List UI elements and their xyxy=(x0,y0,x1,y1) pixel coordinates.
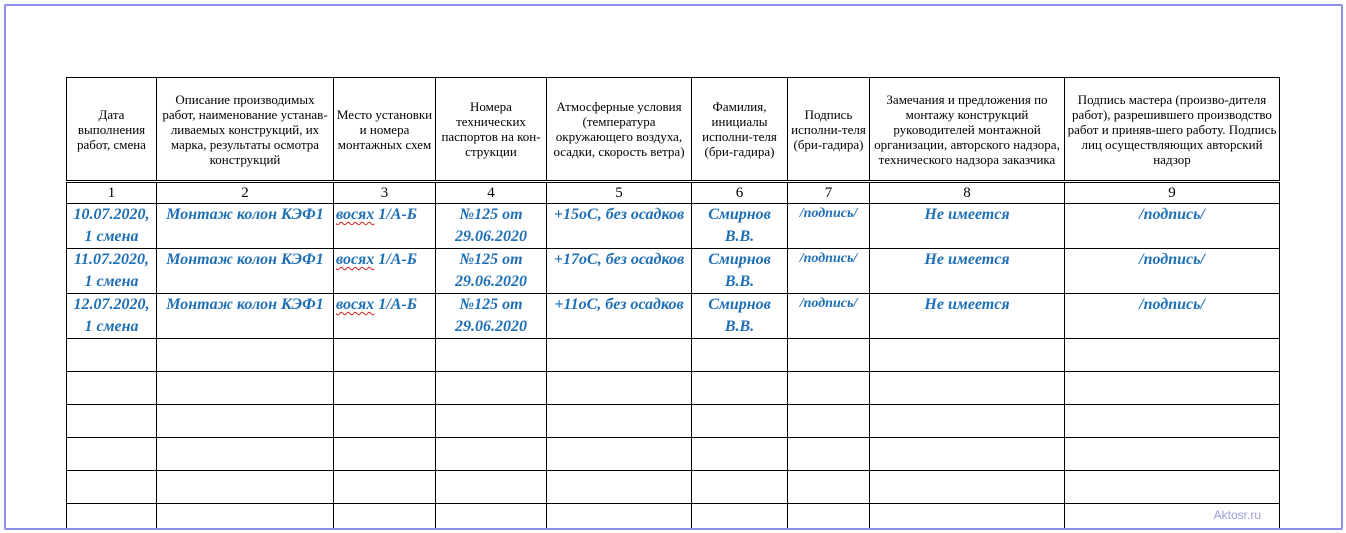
empty-row xyxy=(67,372,1280,405)
cell-place xyxy=(334,294,436,339)
spellcheck-word: восях xyxy=(336,206,375,223)
cell-remarks: Не имеется xyxy=(870,249,1065,294)
column-number: 8 xyxy=(870,182,1065,204)
cell-weather: +17оС, без осадков xyxy=(547,249,692,294)
empty-row xyxy=(67,504,1280,531)
cell-description: Монтаж колон КЭФ1 xyxy=(157,204,334,249)
empty-row xyxy=(67,405,1280,438)
header-row xyxy=(67,78,1280,182)
cell-master-signature: /подпись/ xyxy=(1065,204,1280,249)
header-name: Фамилия, инициалы исполни-теля (бри-гадира) xyxy=(692,78,788,182)
column-number: 2 xyxy=(157,182,334,204)
cell-signature: /подпись/ xyxy=(788,294,870,339)
cell-signature: /подпись/ xyxy=(788,204,870,249)
document-page xyxy=(4,4,1343,530)
cell-passport: №125 от 29.06.2020 xyxy=(436,294,547,339)
cell-remarks: Не имеется xyxy=(870,204,1065,249)
cell-name: Смирнов В.В. xyxy=(692,294,788,339)
header-passport: Номера технических паспортов на кон-струкции xyxy=(436,78,547,182)
header-remarks: Замечания и предложения по монтажу конструкций руководителей монтажной организации, авторского надзора, технического надзора заказчика xyxy=(870,78,1065,182)
cell-weather: +15оС, без осадков xyxy=(547,204,692,249)
column-number: 3 xyxy=(334,182,436,204)
cell-place xyxy=(334,249,436,294)
cell-description: Монтаж колон КЭФ1 xyxy=(157,294,334,339)
empty-row xyxy=(67,339,1280,372)
spellcheck-word: восях xyxy=(336,251,375,268)
cell-place-axis: 1/А-Б xyxy=(374,251,417,268)
cell-passport: №125 от 29.06.2020 xyxy=(436,204,547,249)
installation-journal-table xyxy=(66,77,1280,530)
table-row xyxy=(67,249,1280,294)
table-row xyxy=(67,204,1280,249)
cell-master-signature: /подпись/ xyxy=(1065,249,1280,294)
cell-remarks: Не имеется xyxy=(870,294,1065,339)
cell-description: Монтаж колон КЭФ1 xyxy=(157,249,334,294)
header-description: Описание производимых работ, наименование устанав-ливаемых конструкций, их марка, результаты осмотра конструкций xyxy=(157,78,334,182)
empty-row xyxy=(67,471,1280,504)
spellcheck-word: восях xyxy=(336,296,375,313)
header-place: Место установки и номера монтажных схем xyxy=(334,78,436,182)
cell-place-axis: 1/А-Б xyxy=(374,296,417,313)
column-number: 5 xyxy=(547,182,692,204)
column-number: 6 xyxy=(692,182,788,204)
cell-passport: №125 от 29.06.2020 xyxy=(436,249,547,294)
header-signature: Подпись исполни-теля (бри-гадира) xyxy=(788,78,870,182)
cell-name: Смирнов В.В. xyxy=(692,204,788,249)
cell-name: Смирнов В.В. xyxy=(692,249,788,294)
cell-weather: +11оС, без осадков xyxy=(547,294,692,339)
cell-place-axis: 1/А-Б xyxy=(374,206,417,223)
column-number: 1 xyxy=(67,182,157,204)
cell-place xyxy=(334,204,436,249)
column-number: 7 xyxy=(788,182,870,204)
column-number: 9 xyxy=(1065,182,1280,204)
header-master-signature: Подпись мастера (произво-дителя работ), разрешившего производство работ и приняв-шего работу. Подпись лиц осуществляющих авторский надзор xyxy=(1065,78,1280,182)
cell-date: 11.07.2020, 1 смена xyxy=(67,249,157,294)
column-number-row xyxy=(67,182,1280,204)
header-weather: Атмосферные условия (температура окружающего воздуха, осадки, скорость ветра) xyxy=(547,78,692,182)
empty-row xyxy=(67,438,1280,471)
header-date: Дата выполнения работ, смена xyxy=(67,78,157,182)
table-row xyxy=(67,294,1280,339)
cell-signature: /подпись/ xyxy=(788,249,870,294)
cell-master-signature: /подпись/ xyxy=(1065,294,1280,339)
column-number: 4 xyxy=(436,182,547,204)
watermark: Aktosr.ru xyxy=(1213,508,1261,522)
cell-date: 10.07.2020, 1 смена xyxy=(67,204,157,249)
cell-date: 12.07.2020, 1 смена xyxy=(67,294,157,339)
